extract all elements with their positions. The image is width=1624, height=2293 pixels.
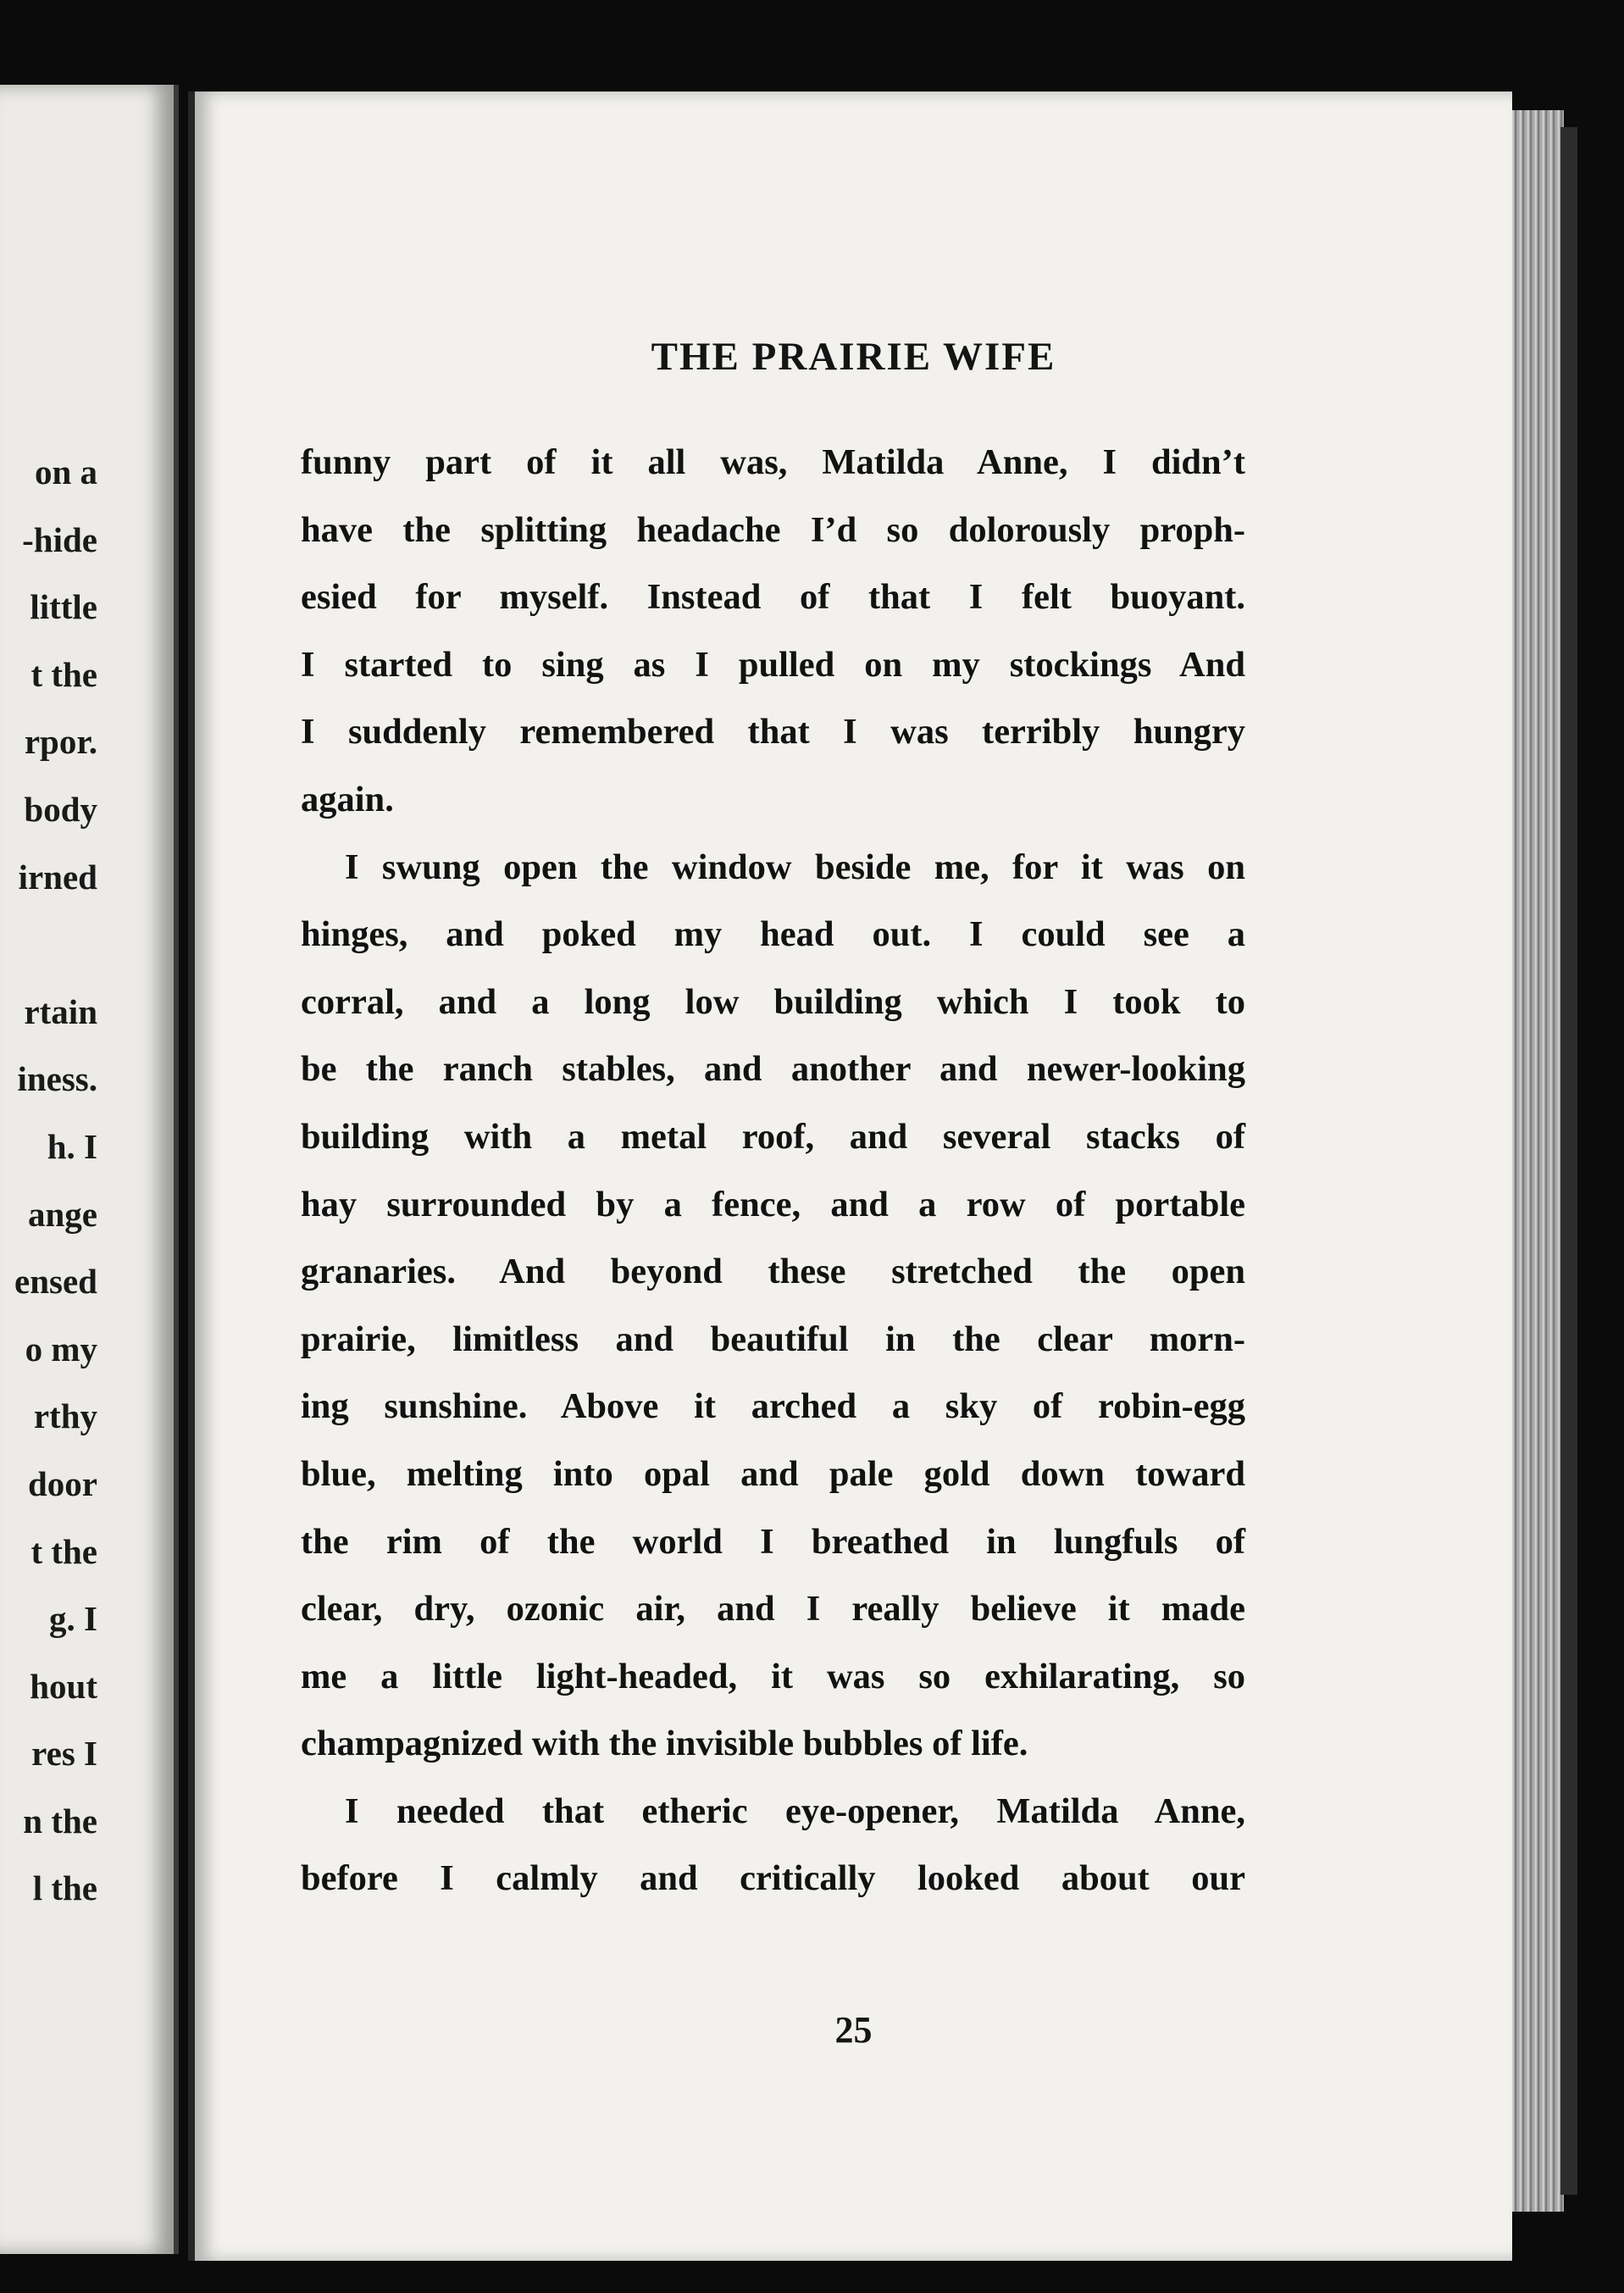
facing-page-text-fragments — [0, 439, 97, 1923]
book-page — [188, 92, 1512, 2261]
facing-page-left — [0, 85, 179, 2254]
text-line: I suddenly remembered that I was terribly hungry — [301, 712, 1245, 752]
text-line: champagnized with the invisible bubbles of life. — [301, 1724, 1028, 1764]
running-head: THE PRAIRIE WIFE — [651, 335, 1056, 379]
text-line: granaries. And beyond these stretched the open — [301, 1252, 1245, 1292]
facing-page-line: body — [24, 789, 97, 829]
text-line: ing sunshine. Above it arched a sky of robin-egg — [301, 1386, 1245, 1427]
text-line: building with a metal roof, and several stacks of — [301, 1116, 1245, 1157]
paragraph-3 — [301, 1778, 1245, 1913]
facing-page-line: ensed — [14, 1262, 97, 1302]
text-line: the rim of the world I breathed in lungfuls of — [301, 1521, 1245, 1562]
page-number: 25 — [834, 2009, 873, 2051]
facing-page-line: little — [30, 587, 97, 627]
facing-page-line: l the — [32, 1868, 97, 1908]
facing-page-line: rpor. — [24, 722, 97, 762]
facing-page-line: on a — [34, 452, 97, 491]
facing-page-line: t the — [30, 1531, 97, 1571]
text-line: corral, and a long low building which I took to — [301, 981, 1245, 1022]
facing-page-line: t the — [30, 654, 97, 694]
text-line: be the ranch stables, and another and newer-looking — [301, 1049, 1245, 1090]
text-line: hay surrounded by a fence, and a row of portable — [301, 1184, 1245, 1224]
facing-page-line: -hide — [22, 519, 97, 559]
text-line: me a little light-headed, it was so exhilarating, so — [301, 1656, 1245, 1696]
text-line: I started to sing as I pulled on my stockings And — [301, 644, 1245, 685]
facing-page-line: rthy — [33, 1396, 97, 1436]
text-line: blue, melting into opal and pale gold down toward — [301, 1453, 1245, 1494]
facing-page-line: door — [28, 1463, 97, 1503]
facing-page-line: irned — [18, 857, 97, 897]
facing-page-line: ange — [28, 1194, 97, 1234]
facing-page-line: o my — [25, 1329, 97, 1369]
facing-page-line-blank — [0, 911, 97, 979]
text-line: esied for myself. Instead of that I felt buoyant. — [301, 577, 1245, 618]
text-line: again. — [301, 779, 394, 819]
text-line: hinges, and poked my head out. I could see a — [301, 914, 1245, 955]
text-line: have the splitting headache I’d so dolorously proph- — [301, 509, 1245, 550]
text-line: funny part of it all was, Matilda Anne, I didn’t — [301, 442, 1245, 482]
book-cover-edge — [1560, 127, 1577, 2195]
facing-page-line: iness. — [17, 1059, 97, 1099]
text-line: prairie, limitless and beautiful in the clear morn- — [301, 1319, 1245, 1359]
text-line: clear, dry, ozonic air, and I really believe it made — [301, 1589, 1245, 1630]
facing-page-line: n the — [23, 1801, 97, 1841]
paragraph-2 — [301, 834, 1245, 1778]
text-line: I needed that etheric eye-opener, Matilda Anne, — [345, 1791, 1245, 1831]
facing-page-line: h. I — [47, 1126, 97, 1166]
facing-page-line: res I — [31, 1734, 97, 1774]
text-line: I swung open the window beside me, for it was on — [345, 847, 1245, 887]
facing-page-line: g. I — [49, 1599, 97, 1639]
facing-page-line: rtain — [24, 991, 97, 1031]
paragraph-1 — [301, 429, 1245, 834]
page-body-text — [301, 429, 1245, 1913]
facing-page-line: hout — [30, 1666, 97, 1706]
text-line: before I calmly and critically looked about our — [301, 1858, 1245, 1899]
